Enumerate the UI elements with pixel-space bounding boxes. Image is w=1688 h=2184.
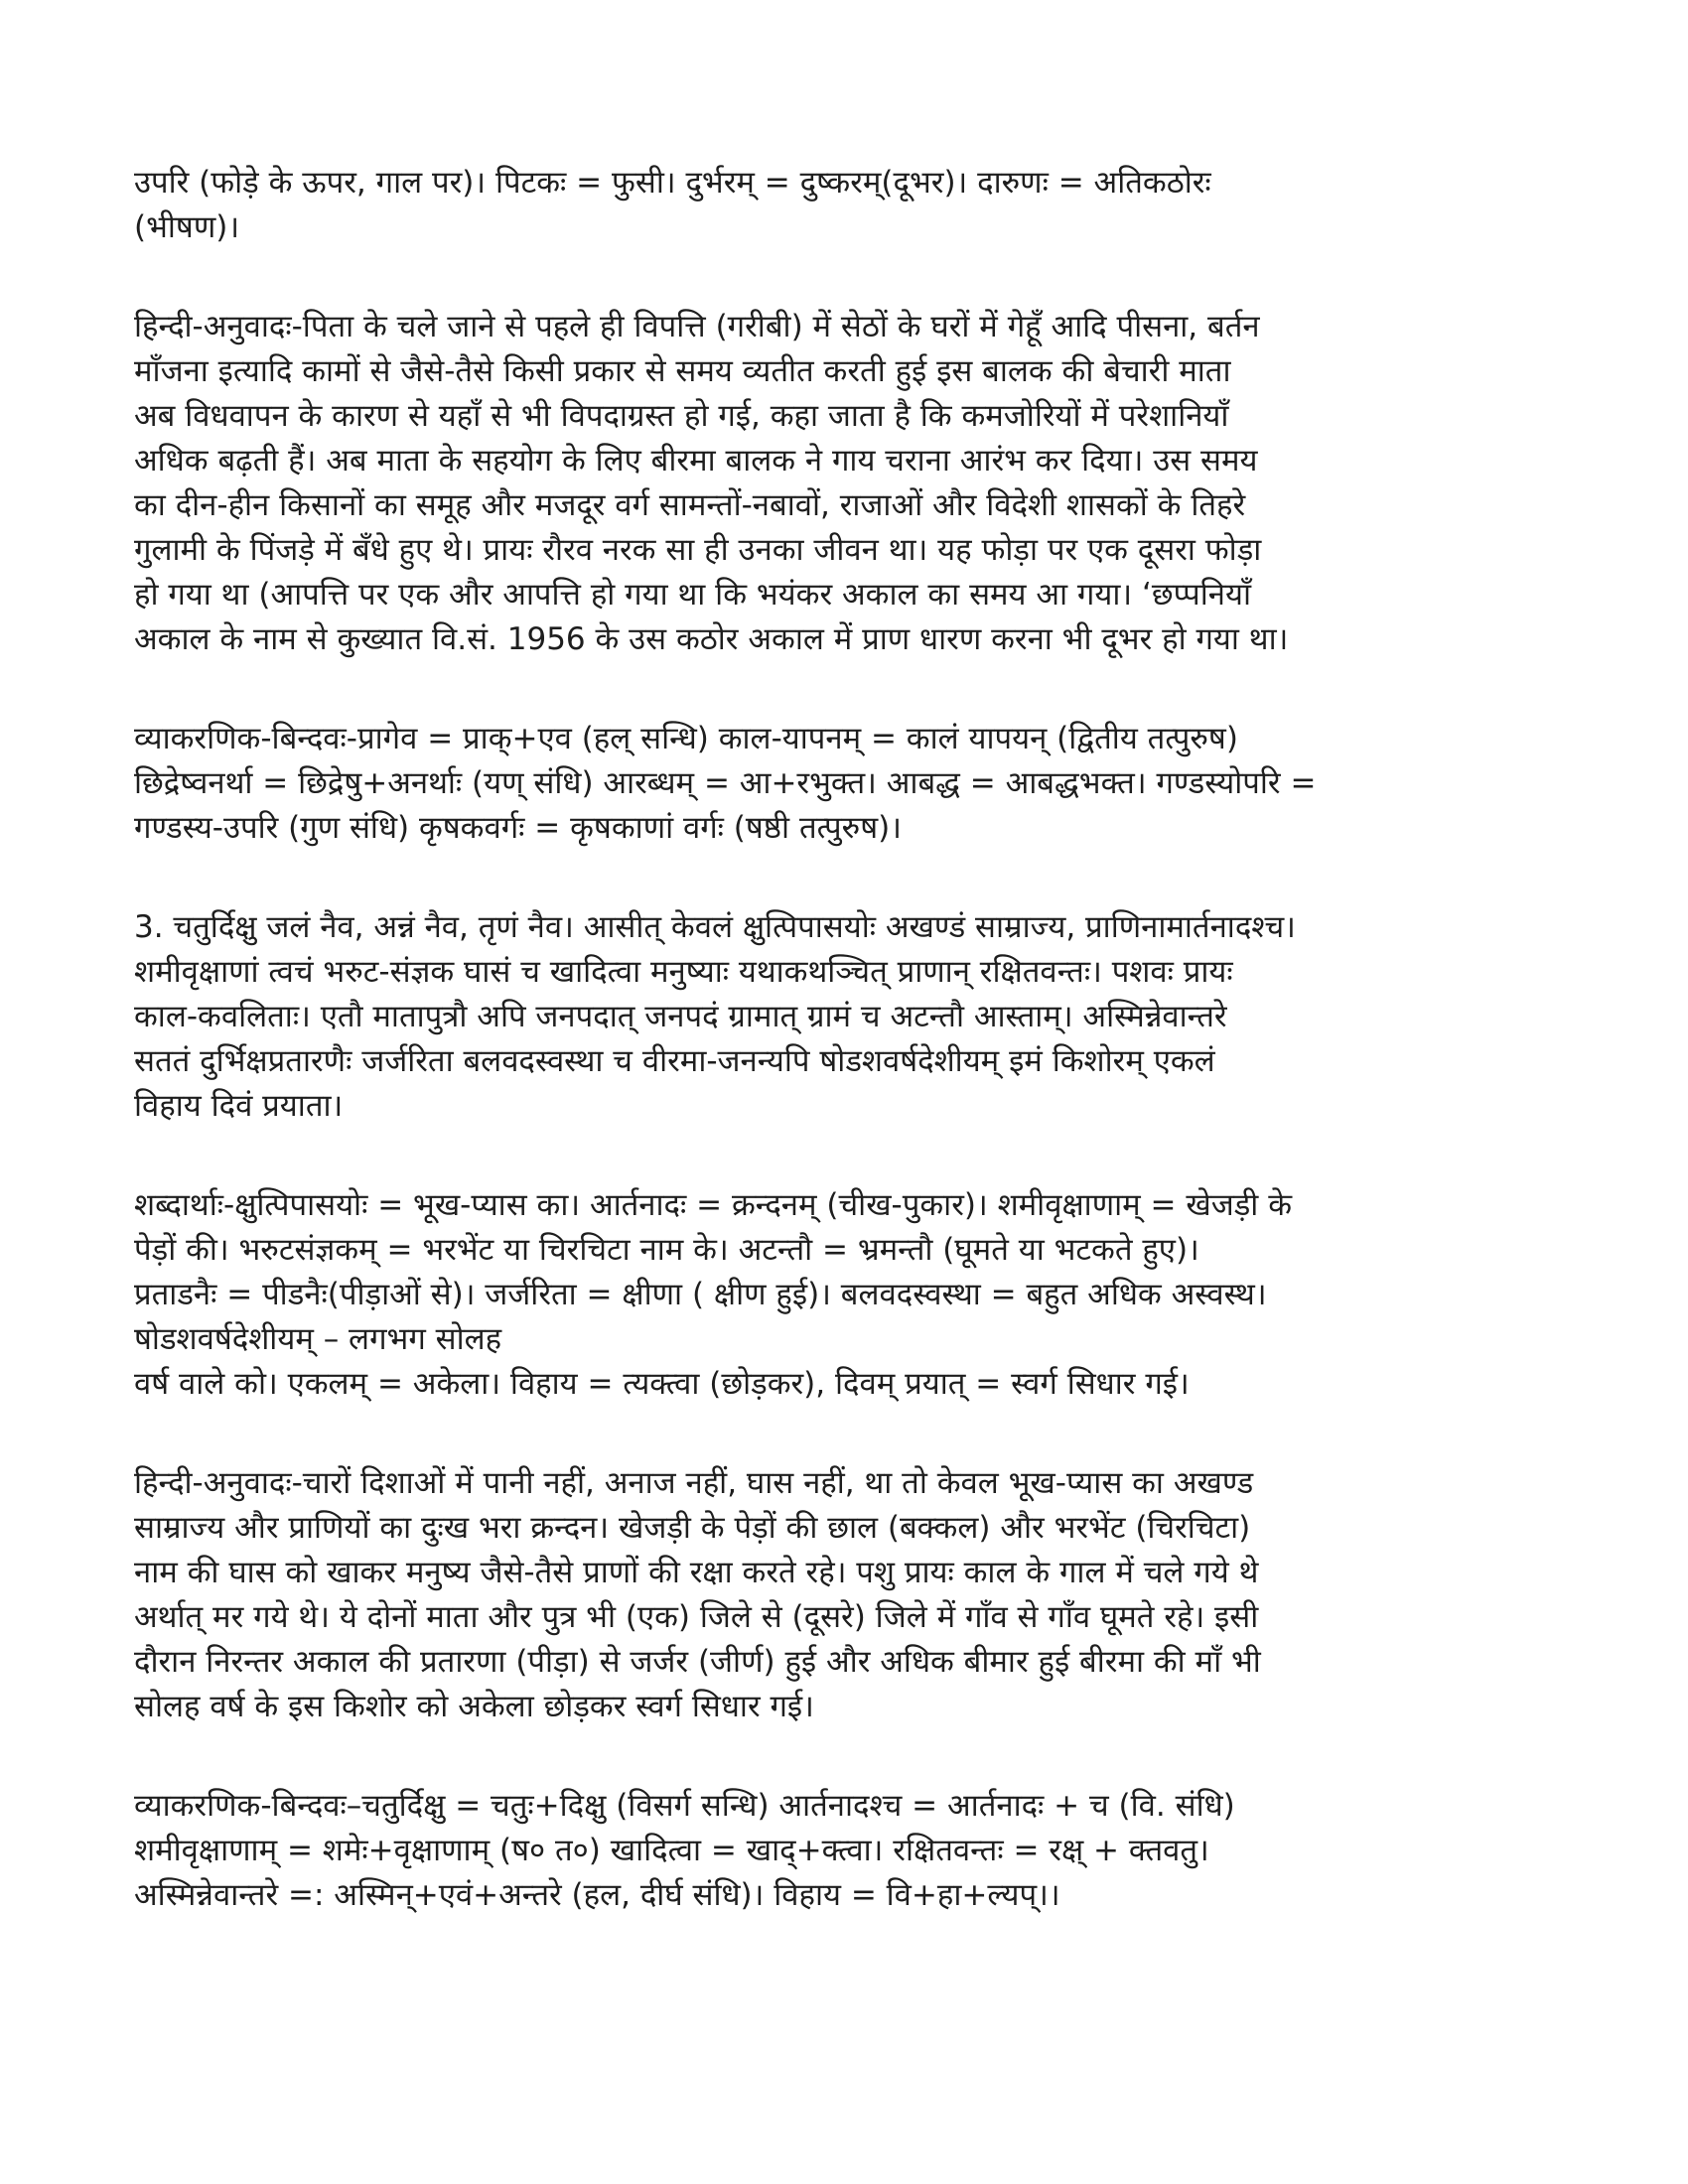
para-grammar-points-3 [134, 1784, 1559, 1918]
para-grammar-points-2 [134, 717, 1559, 851]
text-line: वर्ष वाले को। एकलम् = अकेला। विहाय = त्यक्त्वा (छोड़कर), दिवम् प्रयात् = स्वर्ग सिधार गई। [134, 1366, 1190, 1402]
text-line: सोलह वर्ष के इस किशोर को अकेला छोड़कर स्वर्ग सिधार गई। [134, 1689, 814, 1724]
text-line: सततं दुर्भिक्षप्रतारणैः जर्जरिता बलवदस्वस्था च वीरमा-जनन्यपि षोडशवर्षदेशीयम् इमं किशोरम् एकलं [134, 1043, 1215, 1079]
text-line: षोडशवर्षदेशीयम् – लगभग सोलह [134, 1321, 502, 1357]
text-line: अब विधवापन के कारण से यहाँ से भी विपदाग्रस्त हो गई, कहा जाता है कि कमजोरियों में परेशानियाँ [134, 398, 1229, 434]
text-line: अर्थात् मर गये थे। ये दोनों माता और पुत्र भी (एक) जिले से (दूसरे) जिले में गाँव से गाँव घूमते रहे। इसी [134, 1599, 1259, 1635]
text-line: गुलामी के पिंजड़े में बँधे हुए थे। प्रायः रौरव नरक सा ही उनका जीवन था। यह फोड़ा पर एक दूसरा फोड़ा [134, 532, 1262, 568]
text-line: नाम की घास को खाकर मनुष्य जैसे-तैसे प्राणों की रक्षा करते रहे। पशु प्रायः काल के गाल में चले गये थे [134, 1555, 1259, 1590]
text-line: साम्राज्य और प्राणियों का दुःख भरा क्रन्दन। खेजड़ी के पेड़ों की छाल (बक्कल) और भरभेंट (चिरचिटा) [134, 1510, 1251, 1546]
text-line: शमीवृक्षाणाम् = शमेः+वृक्षाणाम् (ष० त०) खादित्वा = खाद्+क्त्वा। रक्षितवन्तः = रक्ष् + क्तवतु। [134, 1833, 1209, 1868]
text-line: हिन्दी-अनुवादः-चारों दिशाओं में पानी नहीं, अनाज नहीं, घास नहीं, था तो केवल भूख-प्यास का अखण्ड [134, 1465, 1254, 1501]
text-line: छिद्रेष्वनर्था = छिद्रेषु+अनर्थाः (यण् संधि) आरब्धम् = आ+रभुक्त। आबद्ध = आबद्धभक्त। गण्डस्योपरि = [134, 765, 1317, 801]
text-line: अस्मिन्नेवान्तरे =: अस्मिन्+एवं+अन्तरे (हल, दीर्घ संधि)। विहाय = वि+हा+ल्यप्।। [134, 1877, 1060, 1913]
text-line: पेड़ों की। भरुटसंज्ञकम् = भरभेंट या चिरचिटा नाम के। अटन्तौ = भ्रमन्तौ (घूमते या भटकते हुए)। [134, 1232, 1199, 1268]
text-line: का दीन-हीन किसानों का समूह और मजदूर वर्ग सामन्तों-नबावों, राजाओं और विदेशी शासकों के तिहरे [134, 487, 1246, 523]
text-line: गण्डस्य-उपरि (गुण संधि) कृषकवर्गः = कृषकाणां वर्गः (षष्ठी तत्पुरुष)। [134, 810, 902, 846]
text-line: व्याकरणिक-बिन्दवः–चतुर्दिक्षु = चतुः+दिक्षु (विसर्ग सन्धि) आर्तनादश्च = आर्तनादः + च (वि. संधि) [134, 1788, 1235, 1824]
text-line: काल-कवलिताः। एतौ मातापुत्रौ अपि जनपदात् जनपदं ग्रामात् ग्रामं च अटन्तौ आस्ताम्। अस्मिन्नेवान्तरे [134, 999, 1227, 1034]
text-line: अधिक बढ़ती हैं। अब माता के सहयोग के लिए बीरमा बालक ने गाय चराना आरंभ कर दिया। उस समय [134, 443, 1258, 478]
text-line: प्रताडनैः = पीडनैः(पीड़ाओं से)। जर्जरिता = क्षीणा ( क्षीण हुई)। बलवदस्वस्था = बहुत अधिक अस्वस्थ। [134, 1277, 1267, 1312]
para-word-meanings-3 [134, 1183, 1559, 1407]
para-sanskrit-passage-3 [134, 905, 1559, 1129]
text-line: माँजना इत्यादि कामों से जैसे-तैसे किसी प्रकार से समय व्यतीत करती हुई इस बालक की बेचारी माता [134, 353, 1231, 389]
text-line: अकाल के नाम से कुख्यात वि.सं. 1956 के उस कठोर अकाल में प्राण धारण करना भी दूभर हो गया था। [134, 621, 1289, 657]
text-line: विहाय दिवं प्रयाता। [134, 1088, 344, 1124]
text-line: हो गया था (आपत्ति पर एक और आपत्ति हो गया था कि भयंकर अकाल का समय आ गया। ‘छप्पनियाँ [134, 577, 1251, 613]
para-hindi-translation-2 [134, 305, 1559, 662]
para-word-meanings-continued [134, 161, 1559, 250]
text-line: दौरान निरन्तर अकाल की प्रतारणा (पीड़ा) से जर्जर (जीर्ण) हुई और अधिक बीमार हुई बीरमा की माँ भी [134, 1644, 1261, 1680]
text-line: उपरि (फोड़े के ऊपर, गाल पर)। पिटकः = फुसी। दुर्भरम् = दुष्करम्(दूभर)। दारुणः = अतिकठोरः [134, 165, 1211, 201]
text-line: शमीवृक्षाणां त्वचं भरुट-संज्ञक घासं च खादित्वा मनुष्याः यथाकथञ्चित् प्राणान् रक्षितवन्तः। पशवः प्रायः [134, 954, 1233, 990]
para-hindi-translation-3 [134, 1461, 1559, 1729]
text-line: व्याकरणिक-बिन्दवः-प्रागेव = प्राक्+एव (हल् सन्धि) काल-यापनम् = कालं यापयन् (द्वितीय तत्पुरुष) [134, 721, 1238, 756]
text-line: 3. चतुर्दिक्षु जलं नैव, अन्नं नैव, तृणं नैव। आसीत् केवलं क्षुत्पिपासयोः अखण्डं साम्राज्य, प्राणिनामार्तनादश्च। [134, 909, 1296, 945]
text-line: (भीषण)। [134, 209, 240, 245]
text-line: शब्दार्थाः-क्षुत्पिपासयोः = भूख-प्यास का। आर्तनादः = क्रन्दनम् (चीख-पुकार)। शमीवृक्षाणाम् = खेजड़ी के [134, 1187, 1293, 1223]
text-line: हिन्दी-अनुवादः-पिता के चले जाने से पहले ही विपत्ति (गरीबी) में सेठों के घरों में गेहूँ आदि पीसना, बर्तन [134, 309, 1260, 344]
